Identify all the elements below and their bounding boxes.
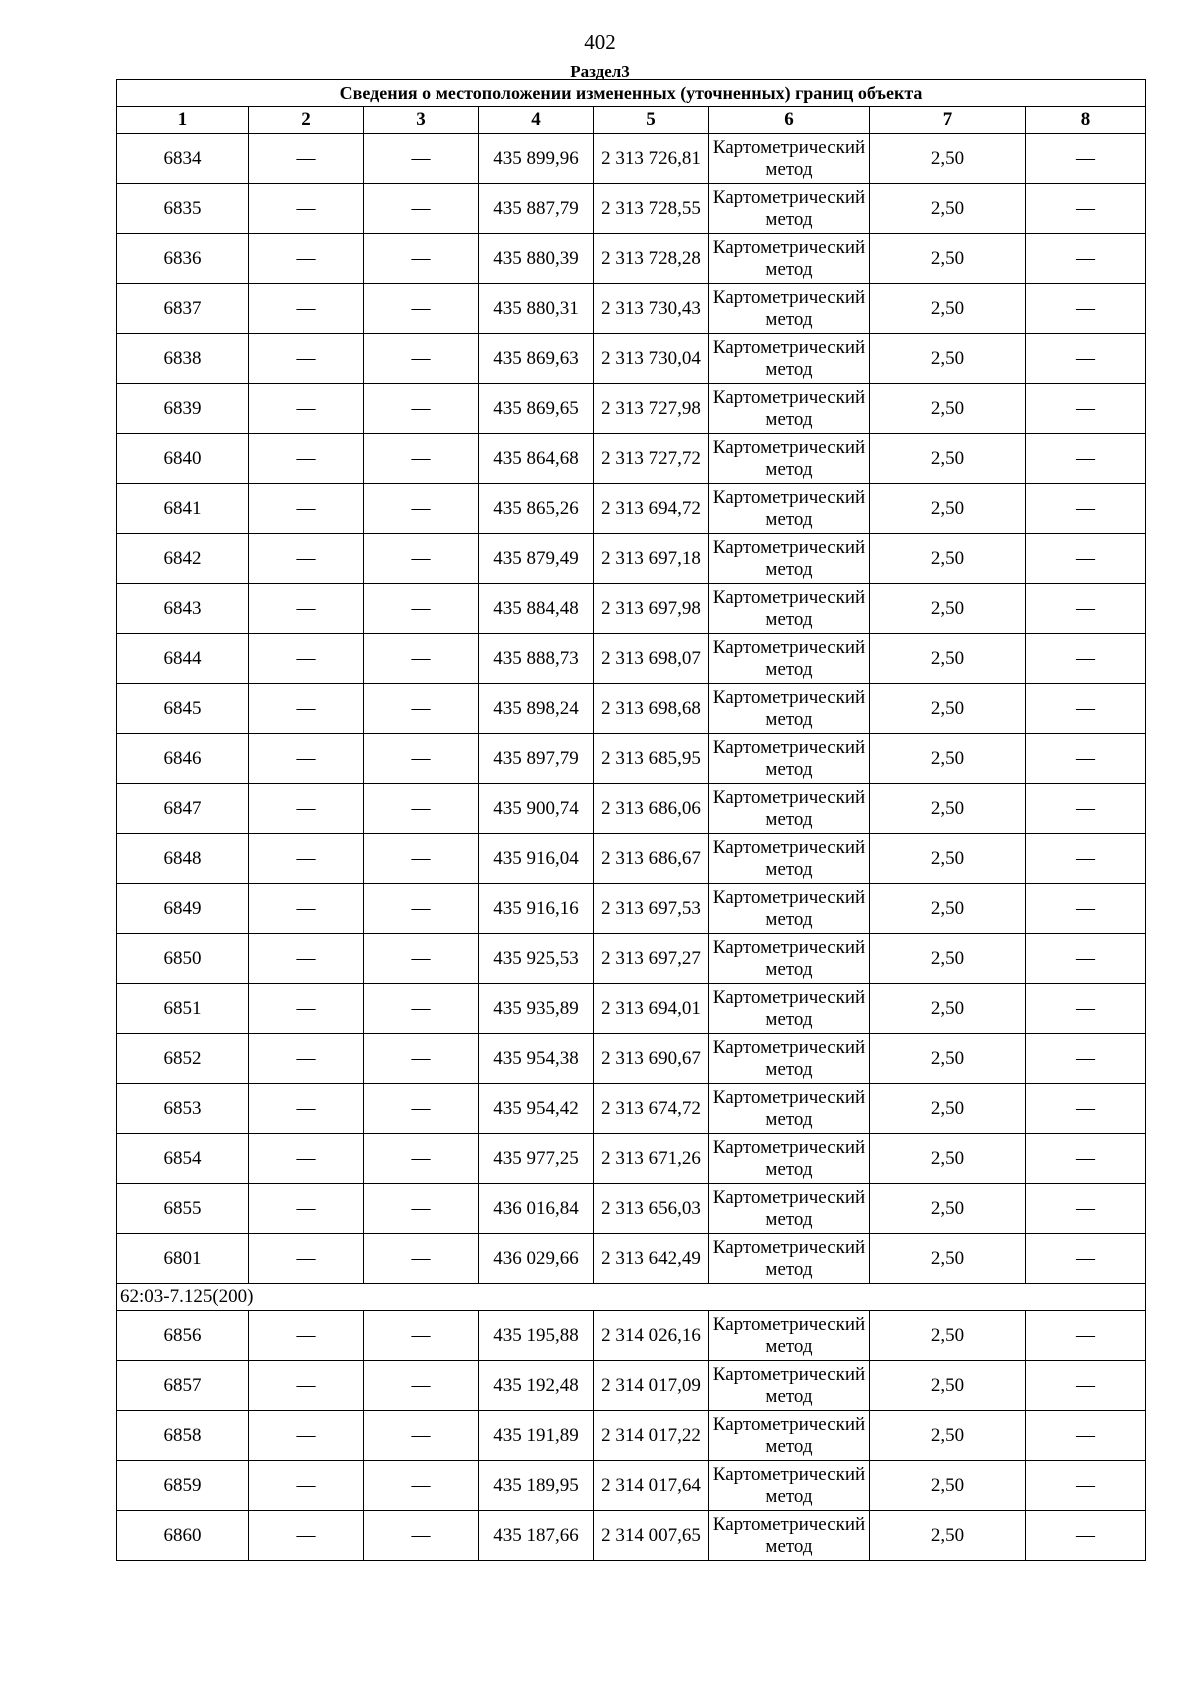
point-number-cell: 6855 bbox=[117, 1184, 249, 1234]
method-cell: Картометрический метод bbox=[709, 634, 870, 684]
method-cell: Картометрический метод bbox=[709, 184, 870, 234]
accuracy-cell: 2,50 bbox=[870, 984, 1026, 1034]
y-coordinate-cell: 2 313 726,81 bbox=[594, 134, 709, 184]
point-number-cell: 6857 bbox=[117, 1361, 249, 1411]
point-number-cell: 6845 bbox=[117, 684, 249, 734]
x-coordinate-cell: 435 869,63 bbox=[479, 334, 594, 384]
point-number-cell: 6854 bbox=[117, 1134, 249, 1184]
table-row bbox=[117, 234, 1146, 284]
accuracy-cell: 2,50 bbox=[870, 534, 1026, 584]
prev-y-cell: — bbox=[364, 634, 479, 684]
column-header-row bbox=[117, 107, 1146, 134]
column-header: 7 bbox=[870, 107, 1026, 134]
method-cell: Картометрический метод bbox=[709, 1511, 870, 1561]
y-coordinate-cell: 2 314 017,22 bbox=[594, 1411, 709, 1461]
y-coordinate-cell: 2 313 728,55 bbox=[594, 184, 709, 234]
accuracy-cell: 2,50 bbox=[870, 384, 1026, 434]
table-row bbox=[117, 634, 1146, 684]
prev-x-cell: — bbox=[249, 784, 364, 834]
column-header: 5 bbox=[594, 107, 709, 134]
prev-y-cell: — bbox=[364, 684, 479, 734]
accuracy-cell: 2,50 bbox=[870, 484, 1026, 534]
x-coordinate-cell: 435 880,39 bbox=[479, 234, 594, 284]
prev-y-cell: — bbox=[364, 984, 479, 1034]
x-coordinate-cell: 435 880,31 bbox=[479, 284, 594, 334]
method-cell: Картометрический метод bbox=[709, 434, 870, 484]
y-coordinate-cell: 2 314 007,65 bbox=[594, 1511, 709, 1561]
table-row bbox=[117, 784, 1146, 834]
point-number-cell: 6847 bbox=[117, 784, 249, 834]
prev-y-cell: — bbox=[364, 234, 479, 284]
description-cell: — bbox=[1026, 1461, 1146, 1511]
table-row bbox=[117, 1311, 1146, 1361]
point-number-cell: 6849 bbox=[117, 884, 249, 934]
method-cell: Картометрический метод bbox=[709, 1361, 870, 1411]
method-cell: Картометрический метод bbox=[709, 534, 870, 584]
description-cell: — bbox=[1026, 1234, 1146, 1284]
y-coordinate-cell: 2 313 727,72 bbox=[594, 434, 709, 484]
accuracy-cell: 2,50 bbox=[870, 584, 1026, 634]
point-number-cell: 6840 bbox=[117, 434, 249, 484]
description-cell: — bbox=[1026, 1311, 1146, 1361]
y-coordinate-cell: 2 313 694,72 bbox=[594, 484, 709, 534]
method-cell: Картометрический метод bbox=[709, 384, 870, 434]
prev-y-cell: — bbox=[364, 434, 479, 484]
description-cell: — bbox=[1026, 684, 1146, 734]
prev-x-cell: — bbox=[249, 684, 364, 734]
point-number-cell: 6856 bbox=[117, 1311, 249, 1361]
point-number-cell: 6851 bbox=[117, 984, 249, 1034]
method-cell: Картометрический метод bbox=[709, 1311, 870, 1361]
x-coordinate-cell: 435 192,48 bbox=[479, 1361, 594, 1411]
x-coordinate-cell: 436 016,84 bbox=[479, 1184, 594, 1234]
page-number: 402 bbox=[584, 30, 616, 54]
accuracy-cell: 2,50 bbox=[870, 1134, 1026, 1184]
prev-y-cell: — bbox=[364, 1361, 479, 1411]
y-coordinate-cell: 2 313 697,18 bbox=[594, 534, 709, 584]
prev-x-cell: — bbox=[249, 1034, 364, 1084]
description-cell: — bbox=[1026, 284, 1146, 334]
prev-y-cell: — bbox=[364, 584, 479, 634]
prev-x-cell: — bbox=[249, 1084, 364, 1134]
prev-x-cell: — bbox=[249, 1311, 364, 1361]
prev-x-cell: — bbox=[249, 884, 364, 934]
x-coordinate-cell: 435 935,89 bbox=[479, 984, 594, 1034]
prev-x-cell: — bbox=[249, 734, 364, 784]
y-coordinate-cell: 2 313 685,95 bbox=[594, 734, 709, 784]
table-caption-row bbox=[117, 80, 1146, 107]
y-coordinate-cell: 2 313 690,67 bbox=[594, 1034, 709, 1084]
x-coordinate-cell: 435 887,79 bbox=[479, 184, 594, 234]
prev-x-cell: — bbox=[249, 284, 364, 334]
y-coordinate-cell: 2 313 674,72 bbox=[594, 1084, 709, 1134]
point-number-cell: 6838 bbox=[117, 334, 249, 384]
accuracy-cell: 2,50 bbox=[870, 234, 1026, 284]
prev-x-cell: — bbox=[249, 384, 364, 434]
prev-y-cell: — bbox=[364, 834, 479, 884]
table-row bbox=[117, 984, 1146, 1034]
x-coordinate-cell: 435 897,79 bbox=[479, 734, 594, 784]
point-number-cell: 6852 bbox=[117, 1034, 249, 1084]
y-coordinate-cell: 2 313 730,04 bbox=[594, 334, 709, 384]
table-row bbox=[117, 184, 1146, 234]
method-cell: Картометрический метод bbox=[709, 584, 870, 634]
point-number-cell: 6848 bbox=[117, 834, 249, 884]
prev-x-cell: — bbox=[249, 934, 364, 984]
table-body bbox=[117, 80, 1146, 1561]
accuracy-cell: 2,50 bbox=[870, 434, 1026, 484]
y-coordinate-cell: 2 313 697,53 bbox=[594, 884, 709, 934]
accuracy-cell: 2,50 bbox=[870, 134, 1026, 184]
column-header: 2 bbox=[249, 107, 364, 134]
column-header: 3 bbox=[364, 107, 479, 134]
description-cell: — bbox=[1026, 1034, 1146, 1084]
y-coordinate-cell: 2 314 017,09 bbox=[594, 1361, 709, 1411]
table-row bbox=[117, 584, 1146, 634]
method-cell: Картометрический метод bbox=[709, 984, 870, 1034]
y-coordinate-cell: 2 314 017,64 bbox=[594, 1461, 709, 1511]
x-coordinate-cell: 435 954,42 bbox=[479, 1084, 594, 1134]
point-number-cell: 6850 bbox=[117, 934, 249, 984]
method-cell: Картометрический метод bbox=[709, 1234, 870, 1284]
point-number-cell: 6835 bbox=[117, 184, 249, 234]
prev-x-cell: — bbox=[249, 1184, 364, 1234]
column-header: 4 bbox=[479, 107, 594, 134]
table-row bbox=[117, 384, 1146, 434]
description-cell: — bbox=[1026, 484, 1146, 534]
point-number-cell: 6839 bbox=[117, 384, 249, 434]
method-cell: Картометрический метод bbox=[709, 1411, 870, 1461]
prev-y-cell: — bbox=[364, 184, 479, 234]
y-coordinate-cell: 2 313 730,43 bbox=[594, 284, 709, 334]
prev-y-cell: — bbox=[364, 1311, 479, 1361]
table-row bbox=[117, 1361, 1146, 1411]
accuracy-cell: 2,50 bbox=[870, 1184, 1026, 1234]
section-title: Раздел3 bbox=[570, 62, 630, 81]
accuracy-cell: 2,50 bbox=[870, 834, 1026, 884]
prev-x-cell: — bbox=[249, 834, 364, 884]
description-cell: — bbox=[1026, 834, 1146, 884]
accuracy-cell: 2,50 bbox=[870, 1411, 1026, 1461]
x-coordinate-cell: 435 916,16 bbox=[479, 884, 594, 934]
group-label: 62:03-7.125(200) bbox=[117, 1284, 1146, 1311]
method-cell: Картометрический метод bbox=[709, 1134, 870, 1184]
x-coordinate-cell: 435 879,49 bbox=[479, 534, 594, 584]
method-cell: Картометрический метод bbox=[709, 884, 870, 934]
description-cell: — bbox=[1026, 1361, 1146, 1411]
table-row bbox=[117, 484, 1146, 534]
table-row bbox=[117, 734, 1146, 784]
description-cell: — bbox=[1026, 1184, 1146, 1234]
prev-x-cell: — bbox=[249, 1511, 364, 1561]
table-row bbox=[117, 334, 1146, 384]
x-coordinate-cell: 435 898,24 bbox=[479, 684, 594, 734]
point-number-cell: 6801 bbox=[117, 1234, 249, 1284]
method-cell: Картометрический метод bbox=[709, 284, 870, 334]
table-row bbox=[117, 1461, 1146, 1511]
accuracy-cell: 2,50 bbox=[870, 1461, 1026, 1511]
y-coordinate-cell: 2 313 697,98 bbox=[594, 584, 709, 634]
y-coordinate-cell: 2 313 697,27 bbox=[594, 934, 709, 984]
column-header: 1 bbox=[117, 107, 249, 134]
accuracy-cell: 2,50 bbox=[870, 1311, 1026, 1361]
x-coordinate-cell: 435 977,25 bbox=[479, 1134, 594, 1184]
x-coordinate-cell: 436 029,66 bbox=[479, 1234, 594, 1284]
point-number-cell: 6834 bbox=[117, 134, 249, 184]
accuracy-cell: 2,50 bbox=[870, 1361, 1026, 1411]
method-cell: Картометрический метод bbox=[709, 334, 870, 384]
x-coordinate-cell: 435 900,74 bbox=[479, 784, 594, 834]
prev-y-cell: — bbox=[364, 1084, 479, 1134]
method-cell: Картометрический метод bbox=[709, 934, 870, 984]
table-row bbox=[117, 1511, 1146, 1561]
description-cell: — bbox=[1026, 984, 1146, 1034]
point-number-cell: 6859 bbox=[117, 1461, 249, 1511]
y-coordinate-cell: 2 313 656,03 bbox=[594, 1184, 709, 1234]
accuracy-cell: 2,50 bbox=[870, 634, 1026, 684]
table-row bbox=[117, 934, 1146, 984]
prev-x-cell: — bbox=[249, 234, 364, 284]
column-header: 6 bbox=[709, 107, 870, 134]
x-coordinate-cell: 435 869,65 bbox=[479, 384, 594, 434]
prev-y-cell: — bbox=[364, 134, 479, 184]
accuracy-cell: 2,50 bbox=[870, 1234, 1026, 1284]
description-cell: — bbox=[1026, 784, 1146, 834]
y-coordinate-cell: 2 313 698,07 bbox=[594, 634, 709, 684]
description-cell: — bbox=[1026, 184, 1146, 234]
prev-y-cell: — bbox=[364, 1461, 479, 1511]
method-cell: Картометрический метод bbox=[709, 134, 870, 184]
prev-x-cell: — bbox=[249, 1134, 364, 1184]
method-cell: Картометрический метод bbox=[709, 1084, 870, 1134]
accuracy-cell: 2,50 bbox=[870, 734, 1026, 784]
prev-y-cell: — bbox=[364, 384, 479, 434]
x-coordinate-cell: 435 865,26 bbox=[479, 484, 594, 534]
boundary-table bbox=[116, 79, 1146, 1561]
table-row bbox=[117, 1234, 1146, 1284]
method-cell: Картометрический метод bbox=[709, 234, 870, 284]
prev-x-cell: — bbox=[249, 1234, 364, 1284]
method-cell: Картометрический метод bbox=[709, 834, 870, 884]
y-coordinate-cell: 2 313 727,98 bbox=[594, 384, 709, 434]
method-cell: Картометрический метод bbox=[709, 784, 870, 834]
y-coordinate-cell: 2 313 728,28 bbox=[594, 234, 709, 284]
x-coordinate-cell: 435 888,73 bbox=[479, 634, 594, 684]
description-cell: — bbox=[1026, 734, 1146, 784]
method-cell: Картометрический метод bbox=[709, 1034, 870, 1084]
prev-x-cell: — bbox=[249, 634, 364, 684]
accuracy-cell: 2,50 bbox=[870, 934, 1026, 984]
y-coordinate-cell: 2 313 694,01 bbox=[594, 984, 709, 1034]
accuracy-cell: 2,50 bbox=[870, 334, 1026, 384]
point-number-cell: 6846 bbox=[117, 734, 249, 784]
description-cell: — bbox=[1026, 134, 1146, 184]
y-coordinate-cell: 2 314 026,16 bbox=[594, 1311, 709, 1361]
prev-y-cell: — bbox=[364, 784, 479, 834]
prev-x-cell: — bbox=[249, 584, 364, 634]
table-row bbox=[117, 434, 1146, 484]
prev-x-cell: — bbox=[249, 1411, 364, 1461]
accuracy-cell: 2,50 bbox=[870, 784, 1026, 834]
prev-y-cell: — bbox=[364, 1511, 479, 1561]
prev-y-cell: — bbox=[364, 334, 479, 384]
point-number-cell: 6853 bbox=[117, 1084, 249, 1134]
prev-y-cell: — bbox=[364, 1234, 479, 1284]
description-cell: — bbox=[1026, 534, 1146, 584]
table-row bbox=[117, 684, 1146, 734]
table-row bbox=[117, 1411, 1146, 1461]
prev-x-cell: — bbox=[249, 1361, 364, 1411]
description-cell: — bbox=[1026, 1511, 1146, 1561]
y-coordinate-cell: 2 313 642,49 bbox=[594, 1234, 709, 1284]
point-number-cell: 6836 bbox=[117, 234, 249, 284]
prev-x-cell: — bbox=[249, 134, 364, 184]
prev-x-cell: — bbox=[249, 334, 364, 384]
prev-x-cell: — bbox=[249, 1461, 364, 1511]
prev-x-cell: — bbox=[249, 184, 364, 234]
point-number-cell: 6842 bbox=[117, 534, 249, 584]
method-cell: Картометрический метод bbox=[709, 684, 870, 734]
x-coordinate-cell: 435 191,89 bbox=[479, 1411, 594, 1461]
x-coordinate-cell: 435 925,53 bbox=[479, 934, 594, 984]
accuracy-cell: 2,50 bbox=[870, 684, 1026, 734]
description-cell: — bbox=[1026, 634, 1146, 684]
method-cell: Картометрический метод bbox=[709, 484, 870, 534]
prev-y-cell: — bbox=[364, 934, 479, 984]
point-number-cell: 6860 bbox=[117, 1511, 249, 1561]
prev-y-cell: — bbox=[364, 1034, 479, 1084]
accuracy-cell: 2,50 bbox=[870, 884, 1026, 934]
x-coordinate-cell: 435 187,66 bbox=[479, 1511, 594, 1561]
x-coordinate-cell: 435 884,48 bbox=[479, 584, 594, 634]
description-cell: — bbox=[1026, 434, 1146, 484]
table-row bbox=[117, 1134, 1146, 1184]
prev-y-cell: — bbox=[364, 884, 479, 934]
point-number-cell: 6837 bbox=[117, 284, 249, 334]
point-number-cell: 6843 bbox=[117, 584, 249, 634]
method-cell: Картометрический метод bbox=[709, 1461, 870, 1511]
prev-y-cell: — bbox=[364, 534, 479, 584]
prev-x-cell: — bbox=[249, 484, 364, 534]
prev-y-cell: — bbox=[364, 484, 479, 534]
y-coordinate-cell: 2 313 698,68 bbox=[594, 684, 709, 734]
group-label-row bbox=[117, 1284, 1146, 1311]
table-row bbox=[117, 134, 1146, 184]
table-row bbox=[117, 884, 1146, 934]
prev-x-cell: — bbox=[249, 984, 364, 1034]
table-row bbox=[117, 1084, 1146, 1134]
prev-y-cell: — bbox=[364, 284, 479, 334]
description-cell: — bbox=[1026, 1134, 1146, 1184]
point-number-cell: 6844 bbox=[117, 634, 249, 684]
description-cell: — bbox=[1026, 334, 1146, 384]
accuracy-cell: 2,50 bbox=[870, 1034, 1026, 1084]
description-cell: — bbox=[1026, 384, 1146, 434]
prev-y-cell: — bbox=[364, 1184, 479, 1234]
table-row bbox=[117, 1034, 1146, 1084]
x-coordinate-cell: 435 195,88 bbox=[479, 1311, 594, 1361]
y-coordinate-cell: 2 313 671,26 bbox=[594, 1134, 709, 1184]
description-cell: — bbox=[1026, 1411, 1146, 1461]
x-coordinate-cell: 435 864,68 bbox=[479, 434, 594, 484]
prev-y-cell: — bbox=[364, 734, 479, 784]
y-coordinate-cell: 2 313 686,06 bbox=[594, 784, 709, 834]
method-cell: Картометрический метод bbox=[709, 1184, 870, 1234]
accuracy-cell: 2,50 bbox=[870, 1084, 1026, 1134]
table-row bbox=[117, 1184, 1146, 1234]
table-row bbox=[117, 834, 1146, 884]
description-cell: — bbox=[1026, 934, 1146, 984]
description-cell: — bbox=[1026, 1084, 1146, 1134]
prev-x-cell: — bbox=[249, 434, 364, 484]
x-coordinate-cell: 435 899,96 bbox=[479, 134, 594, 184]
table-caption: Сведения о местоположении измененных (уточненных) границ объекта bbox=[117, 80, 1146, 107]
prev-y-cell: — bbox=[364, 1411, 479, 1461]
point-number-cell: 6841 bbox=[117, 484, 249, 534]
prev-y-cell: — bbox=[364, 1134, 479, 1184]
table-row bbox=[117, 284, 1146, 334]
x-coordinate-cell: 435 189,95 bbox=[479, 1461, 594, 1511]
accuracy-cell: 2,50 bbox=[870, 1511, 1026, 1561]
y-coordinate-cell: 2 313 686,67 bbox=[594, 834, 709, 884]
description-cell: — bbox=[1026, 884, 1146, 934]
method-cell: Картометрический метод bbox=[709, 734, 870, 784]
accuracy-cell: 2,50 bbox=[870, 284, 1026, 334]
accuracy-cell: 2,50 bbox=[870, 184, 1026, 234]
x-coordinate-cell: 435 916,04 bbox=[479, 834, 594, 884]
x-coordinate-cell: 435 954,38 bbox=[479, 1034, 594, 1084]
prev-x-cell: — bbox=[249, 534, 364, 584]
table-row bbox=[117, 534, 1146, 584]
point-number-cell: 6858 bbox=[117, 1411, 249, 1461]
column-header: 8 bbox=[1026, 107, 1146, 134]
description-cell: — bbox=[1026, 584, 1146, 634]
description-cell: — bbox=[1026, 234, 1146, 284]
